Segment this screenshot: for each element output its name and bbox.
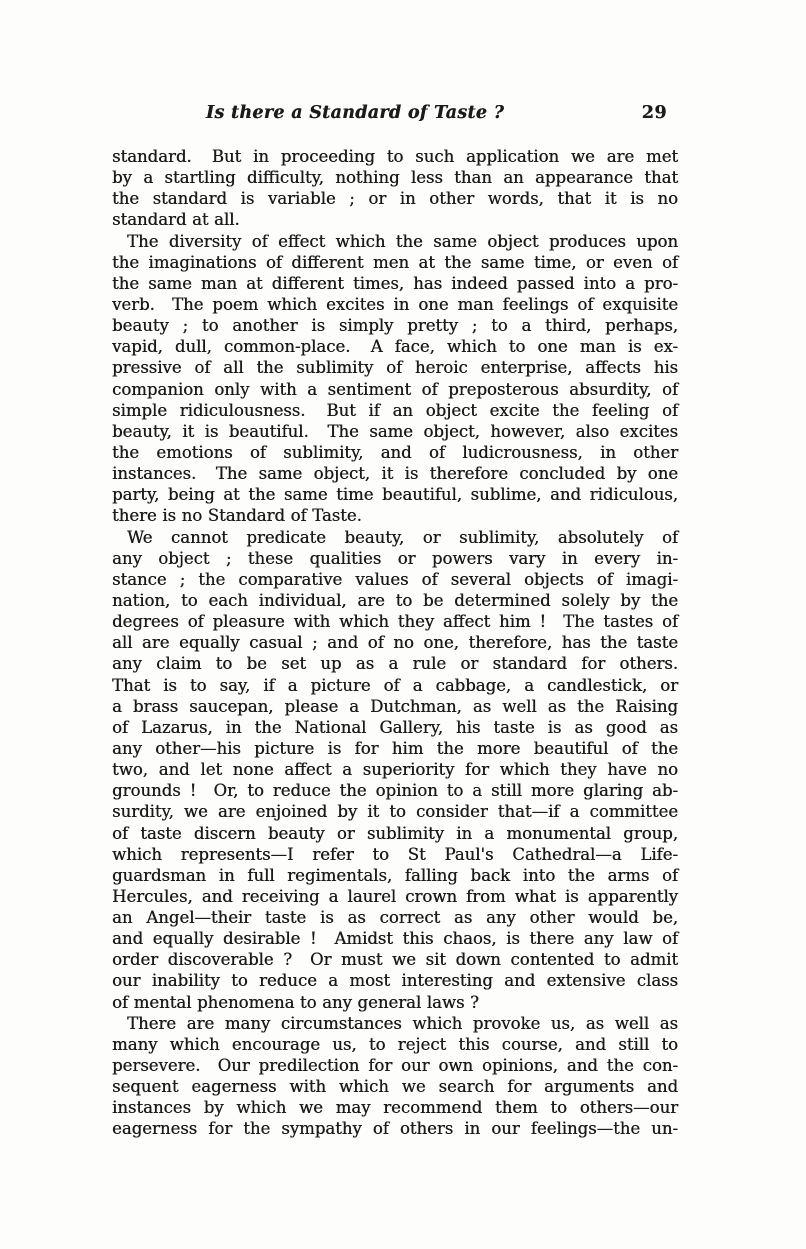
running-title: Is there a Standard of Taste ?	[205, 103, 505, 123]
text-line: companion only with a sentiment of preposterous absurdity, of	[112, 379, 678, 399]
text-line: persevere. Our predilection for our own opinions, and the con-	[112, 1056, 678, 1076]
text-line: standard at all.	[112, 210, 240, 230]
text-line: any object ; these qualities or powers vary in every in-	[112, 548, 678, 568]
text-line: our inability to reduce a most interesting and extensive class	[112, 971, 678, 991]
text-line: stance ; the comparative values of several objects of imagi-	[112, 569, 678, 589]
text-line: a brass saucepan, please a Dutchman, as well as the Raising	[112, 696, 678, 716]
text-line: order discoverable ? Or must we sit down contented to admit	[112, 950, 678, 970]
text-line: sequent eagerness with which we search for arguments and	[112, 1077, 678, 1097]
text-line: two, and let none affect a superiority for which they have no	[112, 760, 678, 780]
text-line: beauty, it is beautiful. The same object, however, also excites	[112, 421, 678, 441]
paragraph	[112, 231, 678, 527]
text-line: eagerness for the sympathy of others in our feelings—the un-	[112, 1119, 678, 1139]
text-line: many which encourage us, to reject this course, and still to	[112, 1034, 678, 1054]
text-line: by a startling difficulty, nothing less than an appearance that	[112, 168, 678, 188]
text-line: We cannot predicate beauty, or sublimity, absolutely of	[127, 527, 678, 547]
text-line: any other—his picture is for him the more beautiful of the	[112, 738, 678, 758]
text-line: simple ridiculousness. But if an object excite the feeling of	[112, 400, 678, 420]
text-line: any claim to be set up as a rule or standard for others.	[112, 654, 678, 674]
text-line: Hercules, and receiving a laurel crown from what is apparently	[112, 886, 678, 906]
text-line: degrees of pleasure with which they affect him ! The tastes of	[112, 612, 678, 632]
paragraph	[112, 146, 678, 231]
paragraph	[112, 527, 678, 1013]
text-line: grounds ! Or, to reduce the opinion to a still more glaring ab-	[112, 781, 678, 801]
text-line: instances. The same object, it is therefore concluded by one	[112, 464, 678, 484]
text-line: That is to say, if a picture of a cabbage, a candlestick, or	[112, 675, 678, 695]
text-line: The diversity of effect which the same object produces upon	[127, 231, 678, 251]
text-line: there is no Standard of Taste.	[112, 506, 362, 526]
text-line: guardsman in full regimentals, falling back into the arms of	[112, 865, 678, 885]
text-line: which represents—I refer to St Paul's Cathedral—a Life-	[112, 844, 678, 864]
text-line: verb. The poem which excites in one man feelings of exquisite	[112, 294, 678, 314]
text-line: the imaginations of different men at the same time, or even of	[112, 252, 678, 272]
text-line: the emotions of sublimity, and of ludicrousness, in other	[112, 442, 678, 462]
text-line: of taste discern beauty or sublimity in a monumental group,	[112, 823, 678, 843]
text-line: and equally desirable ! Amidst this chaos, is there any law of	[112, 929, 678, 949]
text-line: standard. But in proceeding to such application we are met	[112, 147, 678, 166]
text-line: an Angel—their taste is as correct as any other would be,	[112, 908, 678, 928]
text-line: pressive of all the sublimity of heroic enterprise, affects his	[112, 358, 678, 378]
text-line: beauty ; to another is simply pretty ; to a third, perhaps,	[112, 316, 678, 336]
paragraph	[112, 1013, 678, 1140]
page-number: 29	[641, 103, 667, 123]
text-line: vapid, dull, common-place. A face, which to one man is ex-	[112, 337, 678, 357]
text-line: party, being at the same time beautiful, sublime, and ridiculous,	[112, 485, 678, 505]
text-line: instances by which we may recommend them to others—our	[112, 1098, 678, 1118]
text-line: of mental phenomena to any general laws ?	[112, 992, 479, 1012]
text-line: of Lazarus, in the National Gallery, his taste is as good as	[112, 717, 678, 737]
text-line: the standard is variable ; or in other words, that it is no	[112, 189, 678, 209]
page-header	[0, 103, 806, 127]
text-line: the same man at different times, has indeed passed into a pro-	[112, 273, 678, 293]
text-line: all are equally casual ; and of no one, therefore, has the taste	[112, 633, 678, 653]
text-line: nation, to each individual, are to be determined solely by the	[112, 590, 678, 610]
text-line: There are many circumstances which provoke us, as well as	[127, 1013, 678, 1033]
text-body	[112, 146, 678, 1140]
text-line: surdity, we are enjoined by it to consider that—if a committee	[112, 802, 678, 822]
